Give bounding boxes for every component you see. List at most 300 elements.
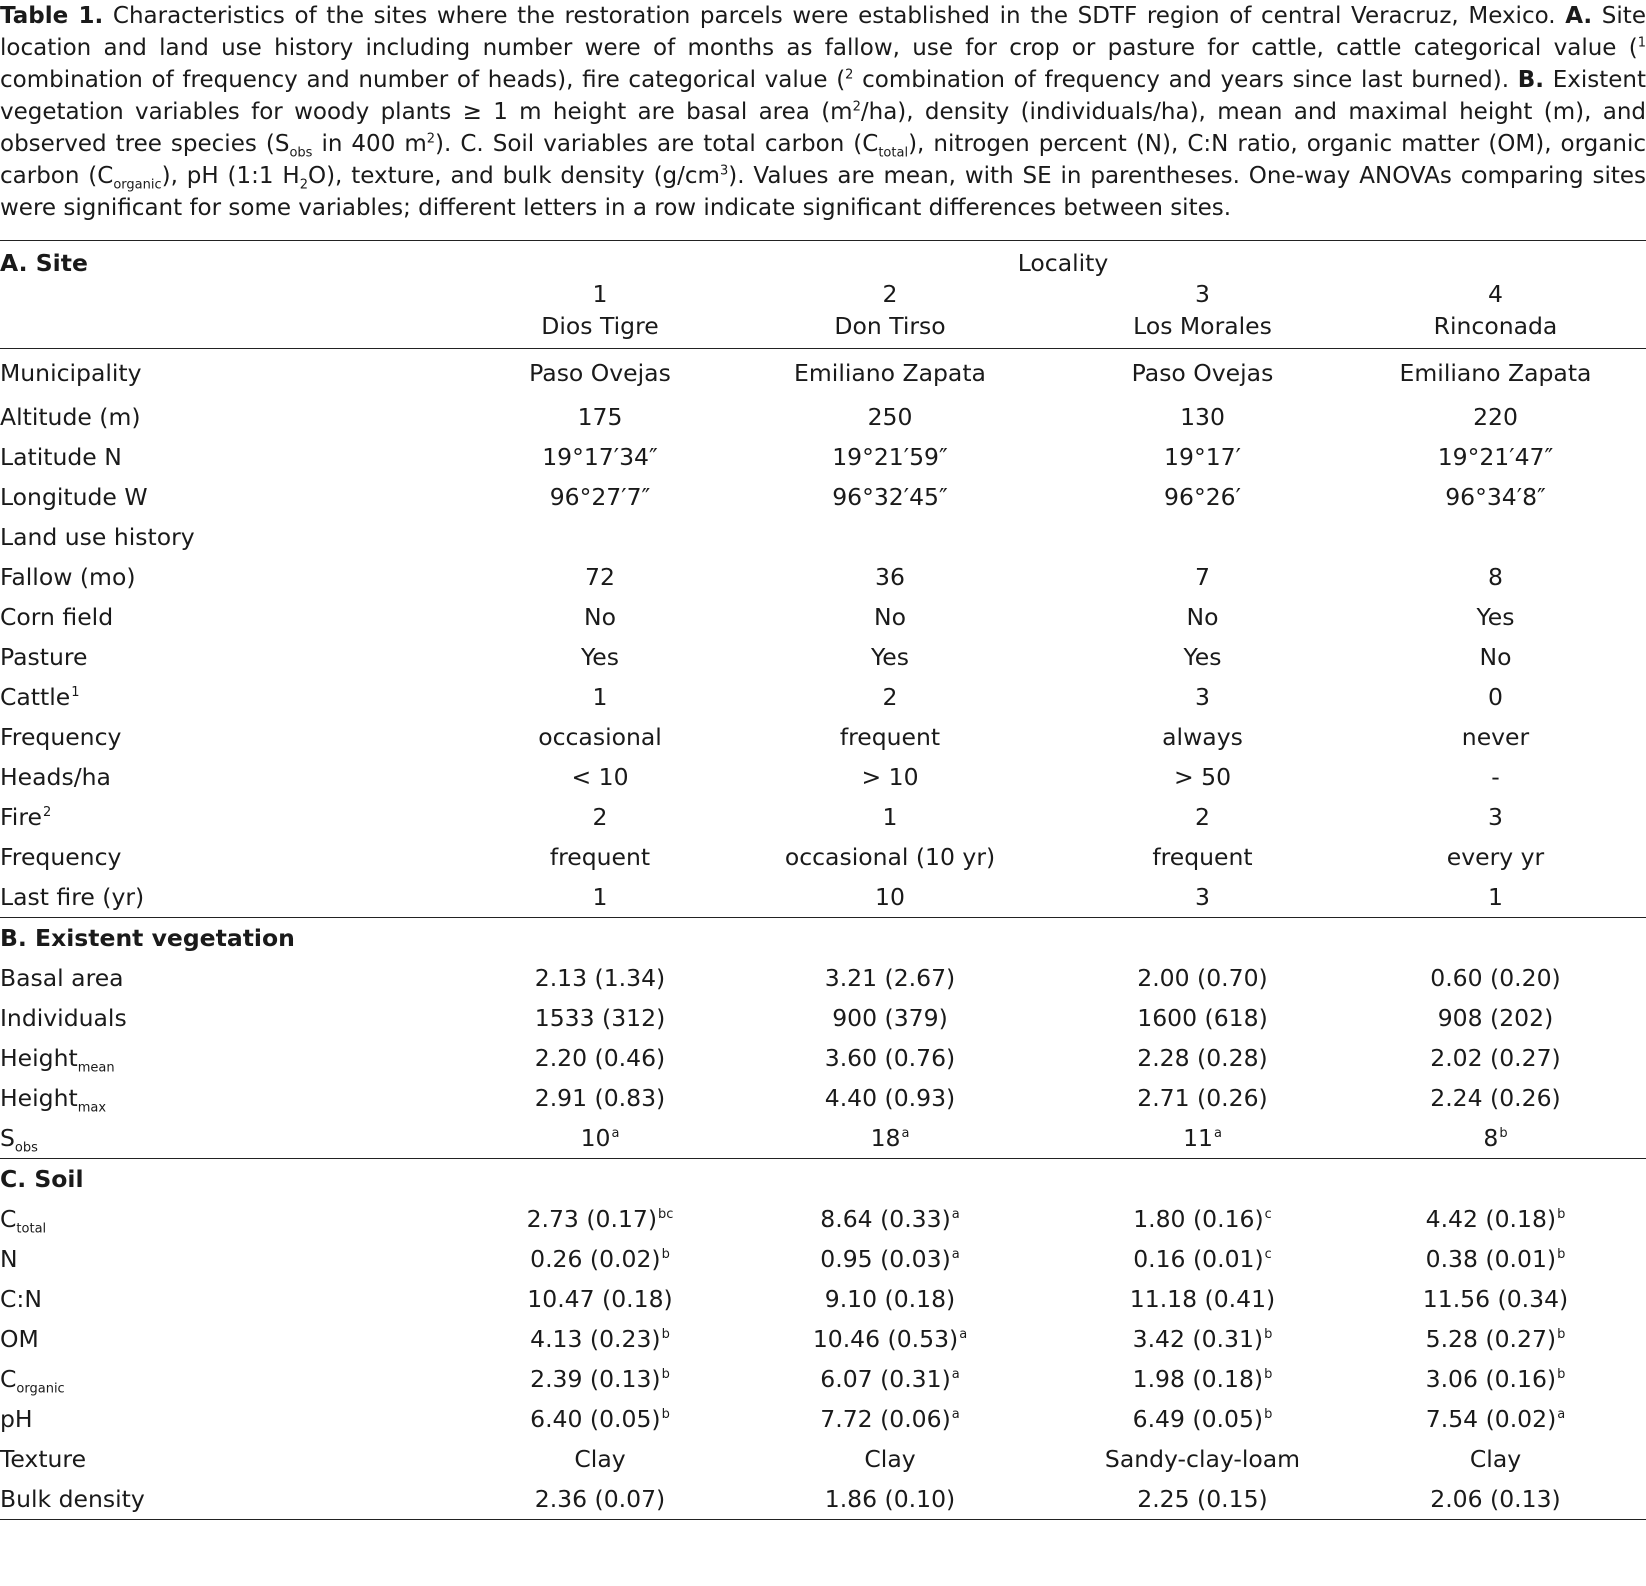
cell-value: occasional (10 yr) [784, 842, 996, 871]
table-top-rule [0, 240, 1646, 241]
table-cell [480, 1359, 720, 1399]
table-row [0, 349, 1646, 397]
row-label-text: Longitude W [0, 482, 148, 511]
row-label-text: Fallow (mo) [0, 562, 136, 591]
significance-letter: c [1264, 1246, 1272, 1262]
table-cell [1345, 437, 1646, 477]
locality-number: 1 [592, 280, 608, 308]
row-label [0, 1439, 480, 1479]
cell-value: 3 [1195, 882, 1210, 911]
cell-value: 4.40 (0.93) [824, 1083, 956, 1112]
significance-letter: b [661, 1366, 670, 1382]
table-cell [1345, 1118, 1646, 1159]
table-cell [480, 1319, 720, 1359]
table-cell [720, 349, 1060, 397]
cell-value: Emiliano Zapata [1399, 358, 1592, 387]
row-label-text: Corn field [0, 602, 114, 631]
cell-value: 175 [577, 402, 623, 431]
cell-value: 5.28 (0.27) [1425, 1324, 1557, 1353]
row-label-subscript: obs [14, 1140, 38, 1156]
table-cell [1060, 677, 1345, 717]
row-label [0, 757, 480, 797]
table-row [0, 477, 1646, 517]
cell-value: 1.98 (0.18) [1132, 1364, 1264, 1393]
row-label-text: N [0, 1244, 18, 1273]
table-cell [480, 597, 720, 637]
table-cell [720, 637, 1060, 677]
cell-value: 0 [1488, 682, 1503, 711]
table-cell [1345, 837, 1646, 877]
significance-letter: a [951, 1406, 960, 1422]
table-cell [480, 797, 720, 837]
row-label-text: Municipality [0, 358, 142, 387]
row-label [0, 998, 480, 1038]
table-row [0, 517, 1646, 557]
significance-letter: b [1557, 1326, 1566, 1342]
cell-value: No [1186, 602, 1219, 631]
cell-value: 2.73 (0.17) [526, 1204, 658, 1233]
locality-name: Dios Tigre [480, 310, 720, 349]
cell-value: 250 [867, 402, 913, 431]
row-label-text: Latitude N [0, 442, 122, 471]
caption-text: combination of frequency and number of heads), fire categorical value ( [0, 67, 846, 93]
table-cell [720, 477, 1060, 517]
section-c-heading [0, 1158, 1646, 1199]
cell-value: 19°21′47″ [1437, 442, 1554, 471]
row-label [0, 1118, 480, 1159]
significance-letter: b [1557, 1246, 1566, 1262]
cell-value: 0.60 (0.20) [1430, 963, 1561, 992]
table-cell [1060, 1359, 1345, 1399]
caption-text: /ha), density (individuals/ha), mean and maximal height (m), and observed tree species (S [0, 99, 1646, 157]
row-label-subscript: mean [77, 1060, 115, 1076]
table-row [0, 958, 1646, 998]
table-cell [1060, 517, 1345, 557]
table-cell [1060, 637, 1345, 677]
cell-value: 0.95 (0.03) [820, 1244, 951, 1273]
cell-value: Emiliano Zapata [794, 358, 986, 387]
cell-value: 19°17′34″ [542, 442, 658, 471]
table-cell [1060, 1239, 1345, 1279]
cell-value: 2 [882, 682, 898, 711]
cell-value: < 10 [571, 762, 629, 791]
cell-value: 19°21′59″ [832, 442, 948, 471]
cell-value: 900 (379) [832, 1003, 948, 1032]
cell-value: 1.80 (0.16) [1133, 1204, 1264, 1233]
cell-value: 3.21 (2.67) [824, 963, 956, 992]
cell-value: 3 [1195, 682, 1210, 711]
caption-text: O), texture, and bulk density (g/cm [307, 163, 720, 189]
table-cell [1345, 1439, 1646, 1479]
cell-value: 7 [1195, 562, 1210, 591]
row-label-text: Bulk density [0, 1484, 145, 1513]
table-cell [720, 958, 1060, 998]
section-heading: C. Soil [0, 1164, 84, 1193]
row-label-text: Height [0, 1043, 78, 1072]
table-row [0, 877, 1646, 918]
row-label [0, 958, 480, 998]
table-cell [1060, 437, 1345, 477]
table-cell [720, 837, 1060, 877]
table-cell [1345, 757, 1646, 797]
significance-letter: b [1557, 1366, 1566, 1382]
caption-footnote-mark: 1 [1637, 35, 1646, 51]
table-cell [480, 517, 720, 557]
cell-value: 2.28 (0.28) [1137, 1043, 1268, 1072]
table-cell [480, 958, 720, 998]
cell-value: 8 [1488, 562, 1503, 591]
cell-value: 1 [592, 682, 608, 711]
row-label [0, 1078, 480, 1118]
cell-value: 0.16 (0.01) [1133, 1244, 1264, 1273]
cell-value: 11 [1183, 1123, 1213, 1152]
table-cell [1345, 349, 1646, 397]
table-row [0, 637, 1646, 677]
cell-value: - [1491, 762, 1500, 791]
table-cell [720, 1279, 1060, 1319]
row-label [0, 477, 480, 517]
table-cell [1345, 597, 1646, 637]
table-cell [1345, 958, 1646, 998]
table-row [0, 1118, 1646, 1159]
table-cell [1060, 837, 1345, 877]
row-label [0, 349, 480, 397]
cell-value: No [1479, 642, 1512, 671]
table-cell [1345, 1279, 1646, 1319]
cell-value: Paso Ovejas [1131, 358, 1274, 387]
table-row [0, 597, 1646, 637]
table-cell [1060, 998, 1345, 1038]
cell-value: 908 (202) [1437, 1003, 1554, 1032]
locality-number: 4 [1488, 280, 1503, 308]
cell-value: 10 [875, 882, 905, 911]
table-header-row [0, 278, 1646, 310]
table-cell [480, 1239, 720, 1279]
table-cell [1060, 1038, 1345, 1078]
locality-name: Rinconada [1345, 310, 1646, 349]
table-row [0, 1239, 1646, 1279]
caption-superscript: 3 [719, 163, 729, 179]
significance-letter: b [661, 1246, 670, 1262]
row-label [0, 717, 480, 757]
significance-letter: b [661, 1326, 670, 1342]
cell-value: 2 [592, 802, 608, 831]
caption-superscript: 2 [852, 99, 861, 115]
table-cell [480, 1118, 720, 1159]
cell-value: 0.38 (0.01) [1425, 1244, 1557, 1273]
row-label [0, 1319, 480, 1359]
table-row [0, 1479, 1646, 1520]
table-cell [480, 397, 720, 437]
table-cell [480, 757, 720, 797]
row-label-text: Texture [0, 1444, 87, 1473]
significance-letter: a [951, 1206, 960, 1222]
table-cell [720, 1118, 1060, 1159]
row-label-text: Basal area [0, 963, 124, 992]
cell-value: 4.13 (0.23) [530, 1324, 661, 1353]
cell-value: every yr [1446, 842, 1545, 871]
table-cell [1345, 1479, 1646, 1520]
table-cell [1060, 1279, 1345, 1319]
cell-value: 7.54 (0.02) [1425, 1404, 1557, 1433]
table-cell [720, 797, 1060, 837]
row-label-text: Fire [0, 802, 42, 831]
cell-value: 220 [1473, 402, 1518, 431]
cell-value: 2.13 (1.34) [534, 963, 666, 992]
row-label-text: Height [0, 1083, 78, 1112]
table-cell [1345, 517, 1646, 557]
table-row [0, 1038, 1646, 1078]
table-row [0, 1439, 1646, 1479]
caption-text: Existent vegetation variables for woody plants ≥ 1 m height are basal area (m [0, 67, 1646, 125]
table-cell [1345, 557, 1646, 597]
cell-value: Paso Ovejas [529, 358, 671, 387]
cell-value: 3.42 (0.31) [1132, 1324, 1264, 1353]
locality-number: 2 [882, 280, 898, 308]
cell-value: 130 [1180, 402, 1225, 431]
table-cell [1345, 1399, 1646, 1439]
table-row [0, 717, 1646, 757]
row-label-footnote-mark: 1 [71, 684, 80, 700]
row-label-text: S [0, 1123, 15, 1152]
significance-letter: b [1557, 1206, 1566, 1222]
significance-letter: a [951, 1246, 960, 1262]
table-cell [1060, 597, 1345, 637]
table-cell [720, 877, 1060, 918]
caption-part-b: B. [1517, 67, 1545, 93]
caption-text: ). Values are mean, with SE in parentheses. One-way ANOVAs comparing sites were significant for some variables; different letters in a row indicate significant differences between sites. [0, 163, 1646, 221]
cell-value: Sandy-clay-loam [1104, 1444, 1301, 1473]
table-cell [480, 1279, 720, 1319]
table-cell [720, 1479, 1060, 1520]
cell-value: 2.06 (0.13) [1430, 1484, 1561, 1513]
table-cell [1060, 349, 1345, 397]
table-cell [720, 1439, 1060, 1479]
table-cell [1345, 477, 1646, 517]
table-row [0, 437, 1646, 477]
table-row [0, 837, 1646, 877]
cell-value: 1 [882, 802, 898, 831]
table-cell [480, 717, 720, 757]
table-row [0, 557, 1646, 597]
row-label-text: Frequency [0, 842, 122, 871]
row-label [0, 437, 480, 477]
cell-value: 11.18 (0.41) [1129, 1284, 1276, 1313]
row-label-text: Altitude (m) [0, 402, 141, 431]
table-cell [480, 998, 720, 1038]
site-characteristics-table [0, 242, 1646, 1520]
row-label [0, 597, 480, 637]
table-cell [480, 1399, 720, 1439]
cell-value: 6.40 (0.05) [530, 1404, 661, 1433]
significance-letter: c [1264, 1206, 1272, 1222]
row-label [0, 677, 480, 717]
table-row [0, 677, 1646, 717]
significance-letter: a [611, 1125, 620, 1141]
cell-value: 2.71 (0.26) [1137, 1083, 1268, 1112]
table-row [0, 1078, 1646, 1118]
table-cell [480, 349, 720, 397]
cell-value: 7.72 (0.06) [820, 1404, 951, 1433]
locality-heading: Locality [1017, 249, 1109, 277]
significance-letter: a [901, 1125, 910, 1141]
table-row [0, 1279, 1646, 1319]
table-cell [720, 998, 1060, 1038]
cell-value: 2.00 (0.70) [1137, 963, 1268, 992]
cell-value: 6.49 (0.05) [1132, 1404, 1264, 1433]
table-cell [1345, 1359, 1646, 1399]
table-cell [720, 1199, 1060, 1239]
table-cell [720, 397, 1060, 437]
table-cell [1060, 877, 1345, 918]
table-cell [1060, 557, 1345, 597]
row-label [0, 1038, 480, 1078]
table-cell [480, 1439, 720, 1479]
row-label-text: OM [0, 1324, 39, 1353]
table-cell [1345, 877, 1646, 918]
significance-letter: a [959, 1326, 968, 1342]
cell-value: 10.46 (0.53) [812, 1324, 959, 1353]
row-label-text: Frequency [0, 722, 122, 751]
table-cell [1060, 477, 1345, 517]
table-cell [1060, 1199, 1345, 1239]
row-label-subscript: max [77, 1100, 107, 1116]
cell-value: frequent [1152, 842, 1253, 871]
table-row [0, 1199, 1646, 1239]
cell-value: 1600 (618) [1137, 1003, 1268, 1032]
table-cell [720, 677, 1060, 717]
table-cell [1060, 1319, 1345, 1359]
cell-value: 1 [1488, 882, 1503, 911]
table-cell [480, 677, 720, 717]
table-cell [1345, 998, 1646, 1038]
cell-value: No [874, 602, 906, 631]
table-cell [1345, 1239, 1646, 1279]
table-cell [720, 1319, 1060, 1359]
cell-value: 96°32′45″ [832, 482, 948, 511]
row-label-text: Last fire (yr) [0, 882, 145, 911]
cell-value: 2.36 (0.07) [534, 1484, 666, 1513]
table-cell [480, 1479, 720, 1520]
cell-value: 2.39 (0.13) [530, 1364, 661, 1393]
table-cell [1345, 637, 1646, 677]
significance-letter: b [1264, 1366, 1273, 1382]
table-cell [480, 1038, 720, 1078]
row-label-text: C:N [0, 1284, 42, 1313]
table-cell [480, 1199, 720, 1239]
table-cell [1345, 677, 1646, 717]
cell-value: Yes [871, 642, 909, 671]
cell-value: 2 [1195, 802, 1210, 831]
cell-value: 19°17′ [1164, 442, 1241, 471]
table-row [0, 397, 1646, 437]
table-cell [1060, 757, 1345, 797]
cell-value: Clay [1469, 1444, 1522, 1473]
cell-value: never [1461, 722, 1530, 751]
caption-label: Table 1. [0, 3, 104, 29]
row-label-text: Pasture [0, 642, 88, 671]
table-cell [720, 1399, 1060, 1439]
caption-superscript: 2 [426, 131, 436, 147]
row-label-text: pH [0, 1404, 33, 1433]
cell-value: 10 [580, 1123, 611, 1152]
table-cell [720, 557, 1060, 597]
table-cell [720, 1359, 1060, 1399]
section-heading: B. Existent vegetation [0, 923, 295, 952]
table-header-row [0, 310, 1646, 349]
table-row [0, 757, 1646, 797]
row-label-text: C [0, 1364, 17, 1393]
cell-value: Yes [581, 642, 619, 671]
table-cell [1060, 397, 1345, 437]
significance-letter: b [661, 1406, 670, 1422]
row-label [0, 517, 480, 557]
table-cell [720, 437, 1060, 477]
caption-subscript: 2 [299, 177, 308, 193]
row-label [0, 1279, 480, 1319]
table-cell [480, 877, 720, 918]
table-cell [720, 1239, 1060, 1279]
row-label [0, 1239, 480, 1279]
row-label-text: C [0, 1204, 17, 1233]
row-label [0, 637, 480, 677]
cell-value: Clay [574, 1444, 626, 1473]
cell-value: 96°26′ [1164, 482, 1241, 511]
table-cell [1345, 1038, 1646, 1078]
table-cell [1345, 1199, 1646, 1239]
cell-value: 6.07 (0.31) [820, 1364, 951, 1393]
cell-value: 72 [585, 562, 615, 591]
table-cell [1060, 1479, 1345, 1520]
table-row [0, 998, 1646, 1038]
caption-text: ). C. Soil variables are total carbon (C [435, 131, 879, 157]
table-row [0, 1359, 1646, 1399]
cell-value: 8.64 (0.33) [820, 1204, 951, 1233]
caption-footnote-mark: 2 [845, 67, 854, 83]
table-cell [480, 477, 720, 517]
cell-value: 1 [592, 882, 608, 911]
table-cell [480, 1078, 720, 1118]
significance-letter: b [1499, 1125, 1508, 1141]
table-cell [1345, 397, 1646, 437]
table-cell [480, 837, 720, 877]
row-label [0, 797, 480, 837]
caption-part-a: A. [1565, 3, 1593, 29]
table-row [0, 1319, 1646, 1359]
table-cell [720, 757, 1060, 797]
row-label-subscript: total [16, 1221, 47, 1237]
table-cell [1060, 797, 1345, 837]
significance-letter: b [1264, 1406, 1273, 1422]
table-cell [1060, 1118, 1345, 1159]
table-cell [1060, 1399, 1345, 1439]
cell-value: No [584, 602, 616, 631]
table-cell [720, 717, 1060, 757]
table-header-row [0, 242, 1646, 278]
cell-value: 96°27′7″ [549, 482, 651, 511]
cell-value: 2.25 (0.15) [1137, 1484, 1268, 1513]
cell-value: frequent [839, 722, 941, 751]
table-caption [0, 0, 1646, 224]
significance-letter: b [1264, 1326, 1273, 1342]
locality-name: Don Tirso [720, 310, 1060, 349]
cell-value: 1.86 (0.10) [824, 1484, 956, 1513]
cell-value: frequent [549, 842, 651, 871]
row-label-subscript: organic [16, 1381, 65, 1397]
cell-value: Yes [1183, 642, 1222, 671]
cell-value: > 50 [1173, 762, 1232, 791]
caption-text: ), pH (1:1 H [161, 163, 300, 189]
